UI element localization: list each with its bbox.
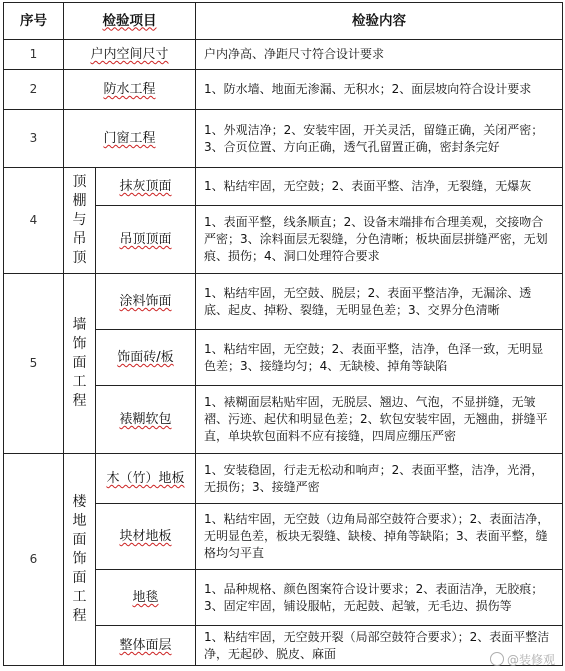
header-no: 序号	[4, 3, 64, 40]
header-item: 检验项目	[64, 3, 196, 40]
table-row	[4, 274, 563, 330]
inspection-item: 吊顶顶面	[96, 206, 196, 274]
inspection-item: 饰面砖/板	[96, 330, 196, 386]
inspection-content: 1、粘结牢固，无空鼓（边角局部空鼓符合要求）；2、表面洁净，无明显色差，板块无裂缝、缺棱、掉角等缺陷；3、表面平整，缝格均匀平直	[196, 504, 563, 570]
table-row	[4, 110, 563, 168]
inspection-item: 户内空间尺寸	[64, 40, 196, 70]
inspection-content: 1、裱糊面层粘贴牢固，无脱层、翘边、气泡，不显拼缝，无皱褶、污迹、起伏和明显色差；2、软包安装牢固，无翘曲，拼缝平直，单块软包面料不应有接缝，四周应绷压严密	[196, 386, 563, 454]
inspection-item: 门窗工程	[64, 110, 196, 168]
inspection-item: 裱糊软包	[96, 386, 196, 454]
inspection-item: 木（竹）地板	[96, 454, 196, 504]
row-number: 3	[4, 110, 64, 168]
inspection-content: 1、粘结牢固，无空鼓；2、表面平整、洁净，无裂缝，无爆灰	[196, 168, 563, 206]
inspection-content: 1、粘结牢固，无空鼓；2、表面平整，洁净，色泽一致，无明显色差；3、接缝均匀；4、无缺棱、掉角等缺陷	[196, 330, 563, 386]
table-row	[4, 168, 563, 206]
category-label: 墙饰面工程	[64, 274, 96, 454]
row-number: 1	[4, 40, 64, 70]
header-row	[4, 3, 563, 40]
inspection-content: 1、品种规格、颜色图案符合设计要求；2、表面洁净，无胶痕；3、固定牢固，铺设服帖，无起鼓、起皱，无毛边、损伤等	[196, 570, 563, 626]
inspection-content: 户内净高、净距尺寸符合设计要求	[196, 40, 563, 70]
inspection-table	[3, 2, 563, 666]
table-row	[4, 454, 563, 504]
table-row	[4, 70, 563, 110]
inspection-content: 1、粘结牢固，无空鼓开裂（局部空鼓符合要求）；2、表面平整洁净，无起砂、脱皮、麻面	[196, 626, 563, 666]
table-row	[4, 40, 563, 70]
inspection-content: 1、外观洁净；2、安装牢固，开关灵活，留缝正确，关闭严密；3、合页位置、方向正确，透气孔留置正确，密封条完好	[196, 110, 563, 168]
inspection-content: 1、安装稳固，行走无松动和响声；2、表面平整，洁净，光滑，无损伤；3、接缝严密	[196, 454, 563, 504]
inspection-item: 地毯	[96, 570, 196, 626]
inspection-item: 涂料饰面	[96, 274, 196, 330]
watermark-text: @装修观	[506, 653, 555, 667]
inspection-item: 块材地板	[96, 504, 196, 570]
inspection-item: 抹灰顶面	[96, 168, 196, 206]
category-label: 顶棚与吊顶	[64, 168, 96, 274]
header-content: 检验内容	[196, 3, 563, 40]
inspection-content: 1、粘结牢固，无空鼓、脱层；2、表面平整洁净，无漏涂、透底、起皮、掉粉、裂缝，无明显色差；3、交界分色清晰	[196, 274, 563, 330]
inspection-item: 防水工程	[64, 70, 196, 110]
inspection-content: 1、防水墙、地面无渗漏、无积水；2、面层坡向符合设计要求	[196, 70, 563, 110]
row-number: 5	[4, 274, 64, 454]
inspection-content: 1、表面平整，线条顺直；2、设备末端排布合理美观，交接吻合严密；3、涂料面层无裂缝，分色清晰；板块面层拼缝严密，无划痕、损伤；4、洞口处理符合要求	[196, 206, 563, 274]
category-label: 楼地面饰面工程	[64, 454, 96, 666]
row-number: 4	[4, 168, 64, 274]
inspection-item: 整体面层	[96, 626, 196, 666]
row-number: 6	[4, 454, 64, 666]
row-number: 2	[4, 70, 64, 110]
